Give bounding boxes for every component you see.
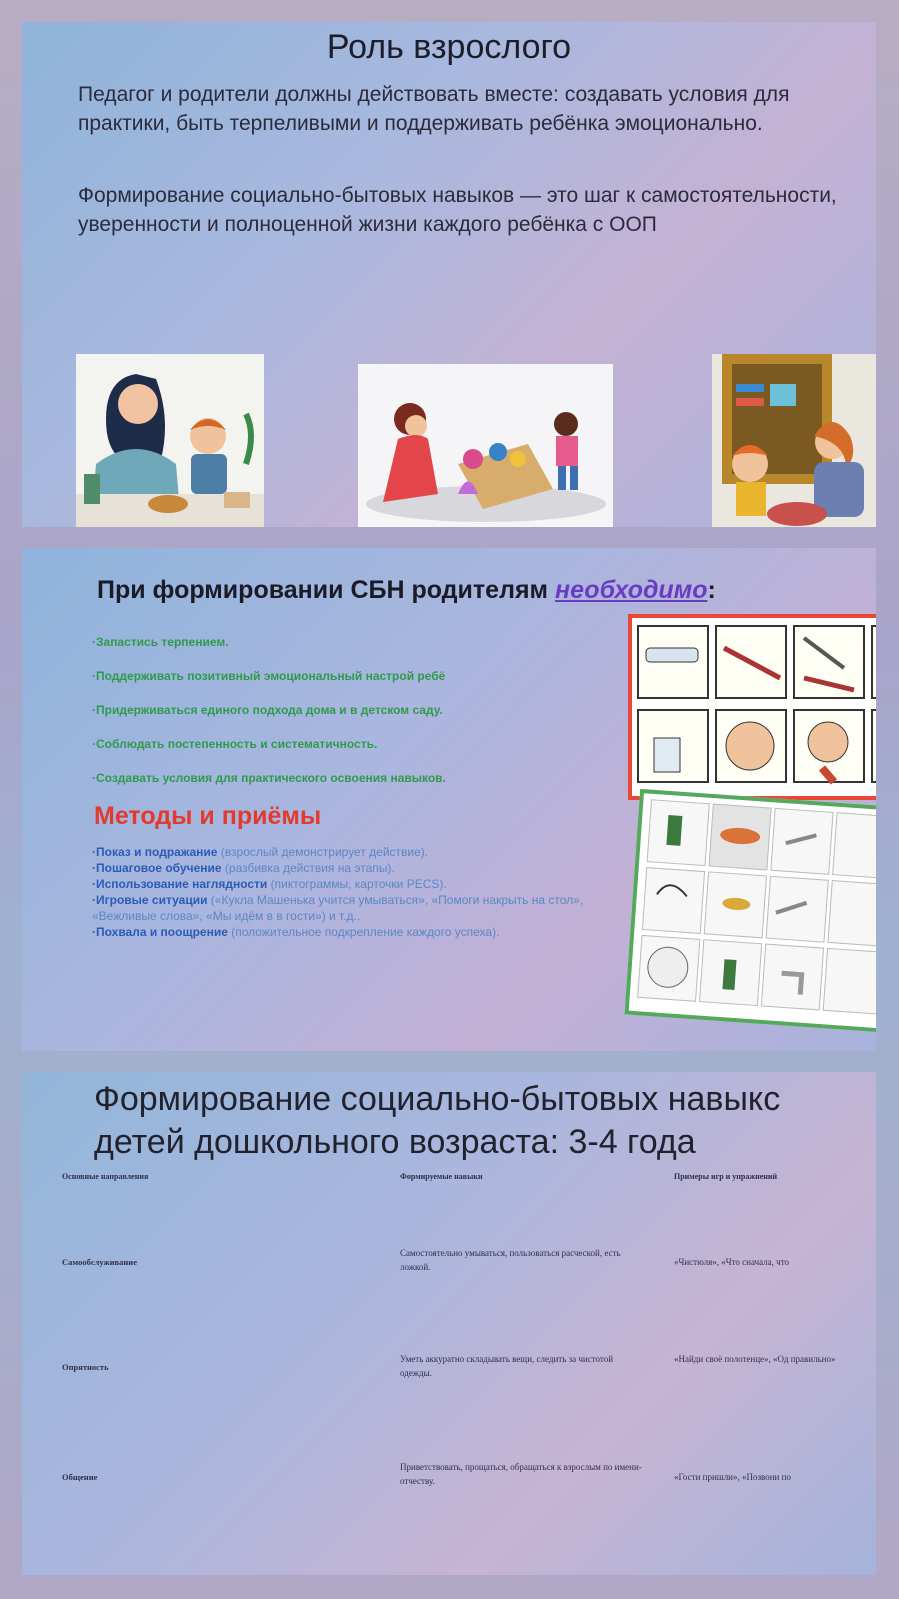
slide3-title — [94, 1078, 876, 1164]
method-item — [92, 844, 632, 860]
slide-parent-requirements — [22, 548, 876, 1051]
column-header: Основные направления — [62, 1172, 149, 1181]
method-item — [92, 860, 632, 876]
methods-title: Методы и приёмы — [94, 802, 322, 830]
table-cell: Самостоятельно умываться, пользоваться расческой, есть ложкой. — [400, 1248, 621, 1272]
toothbrushing-pictogram-board — [628, 614, 876, 800]
slide1-paragraph-1: Педагог и родители должны действовать вместе: создавать условия для практики, быть терпеливыми и поддерживать ребёнка эмоционально. — [78, 83, 790, 135]
heading-prefix: При формировании СБН родителям — [97, 576, 549, 604]
table-cell: Самообслуживание — [62, 1257, 137, 1267]
method-note: (пиктограммы, карточки PECS). — [267, 877, 447, 891]
column-header: Формируемые навыки — [400, 1172, 483, 1181]
table-cell: «Гости пришли», «Позвони по — [674, 1472, 791, 1482]
method-note: («Кукла Машенька учится умываться», «Помоги накрыть на стол», «Вежливые слова», «Мы идём в в гости») и т.д.. — [92, 893, 584, 923]
table-cell: Опрятность — [62, 1362, 109, 1372]
method-name: ·Пошаговое обучение — [92, 861, 222, 875]
list-item: ·Соблюдать постепенность и систематичность. — [92, 737, 378, 751]
list-item: ·Поддерживать позитивный эмоциональный настрой ребё — [92, 669, 446, 683]
method-name: ·Похвала и поощрение — [92, 925, 228, 939]
method-note: (положительное подкрепление каждого успеха). — [227, 925, 500, 939]
column-header: Примеры игр и упражнений — [674, 1172, 778, 1181]
slide3-title-line-2: детей дошкольного возраста: 3-4 года — [94, 1123, 696, 1161]
table-cell: Уметь аккуратно складывать вещи, следить за чистотой одежды. — [400, 1354, 614, 1378]
table-cell: Общение — [62, 1472, 98, 1482]
method-item — [92, 924, 632, 940]
slide-role-of-adult — [22, 22, 876, 527]
slide1-title: Роль взрослого — [326, 28, 572, 66]
method-note: (разбивка действия на этапы). — [221, 861, 395, 875]
heading-emphasis-link[interactable]: необходимо — [554, 576, 708, 604]
toys-tidying-illustration — [358, 364, 613, 527]
mother-feeding-child-illustration — [76, 354, 264, 527]
requirements-list — [92, 632, 632, 802]
method-name: ·Игровые ситуации — [92, 893, 208, 907]
table-cell: Приветствовать, прощаться, обращаться к взрослым по имени-отчеству. — [400, 1462, 642, 1486]
method-item — [92, 892, 632, 924]
table-cell: «Найди своё полотенце», «Од правильно» — [674, 1354, 836, 1364]
method-note: (взрослый демонстрирует действие). — [217, 845, 429, 859]
list-item: ·Запастись терпением. — [92, 635, 229, 649]
method-item — [92, 876, 632, 892]
eating-pictogram-board — [624, 789, 876, 1033]
slide1-paragraph-2: Формирование социально-бытовых навыков — это шаг к самостоятельности, уверенности и полноценной жизни каждого ребёнка с ООП — [78, 184, 837, 236]
method-name: ·Использование наглядности — [92, 877, 268, 891]
list-item: ·Придерживаться единого подхода дома и в детском саду. — [92, 703, 443, 717]
slide-skills-table — [22, 1072, 876, 1575]
slide3-title-line-1: Формирование социально-бытовых навыкс — [94, 1080, 781, 1118]
methods-list — [92, 844, 632, 940]
method-name: ·Показ и подражание — [92, 845, 218, 859]
heading-suffix: : — [707, 576, 716, 604]
wardrobe-laundry-illustration — [712, 354, 876, 527]
list-item: ·Создавать условия для практического освоения навыков. — [92, 771, 446, 785]
table-cell: «Чистюля», «Что сначала, что — [674, 1257, 790, 1267]
slide2-heading — [97, 576, 716, 605]
